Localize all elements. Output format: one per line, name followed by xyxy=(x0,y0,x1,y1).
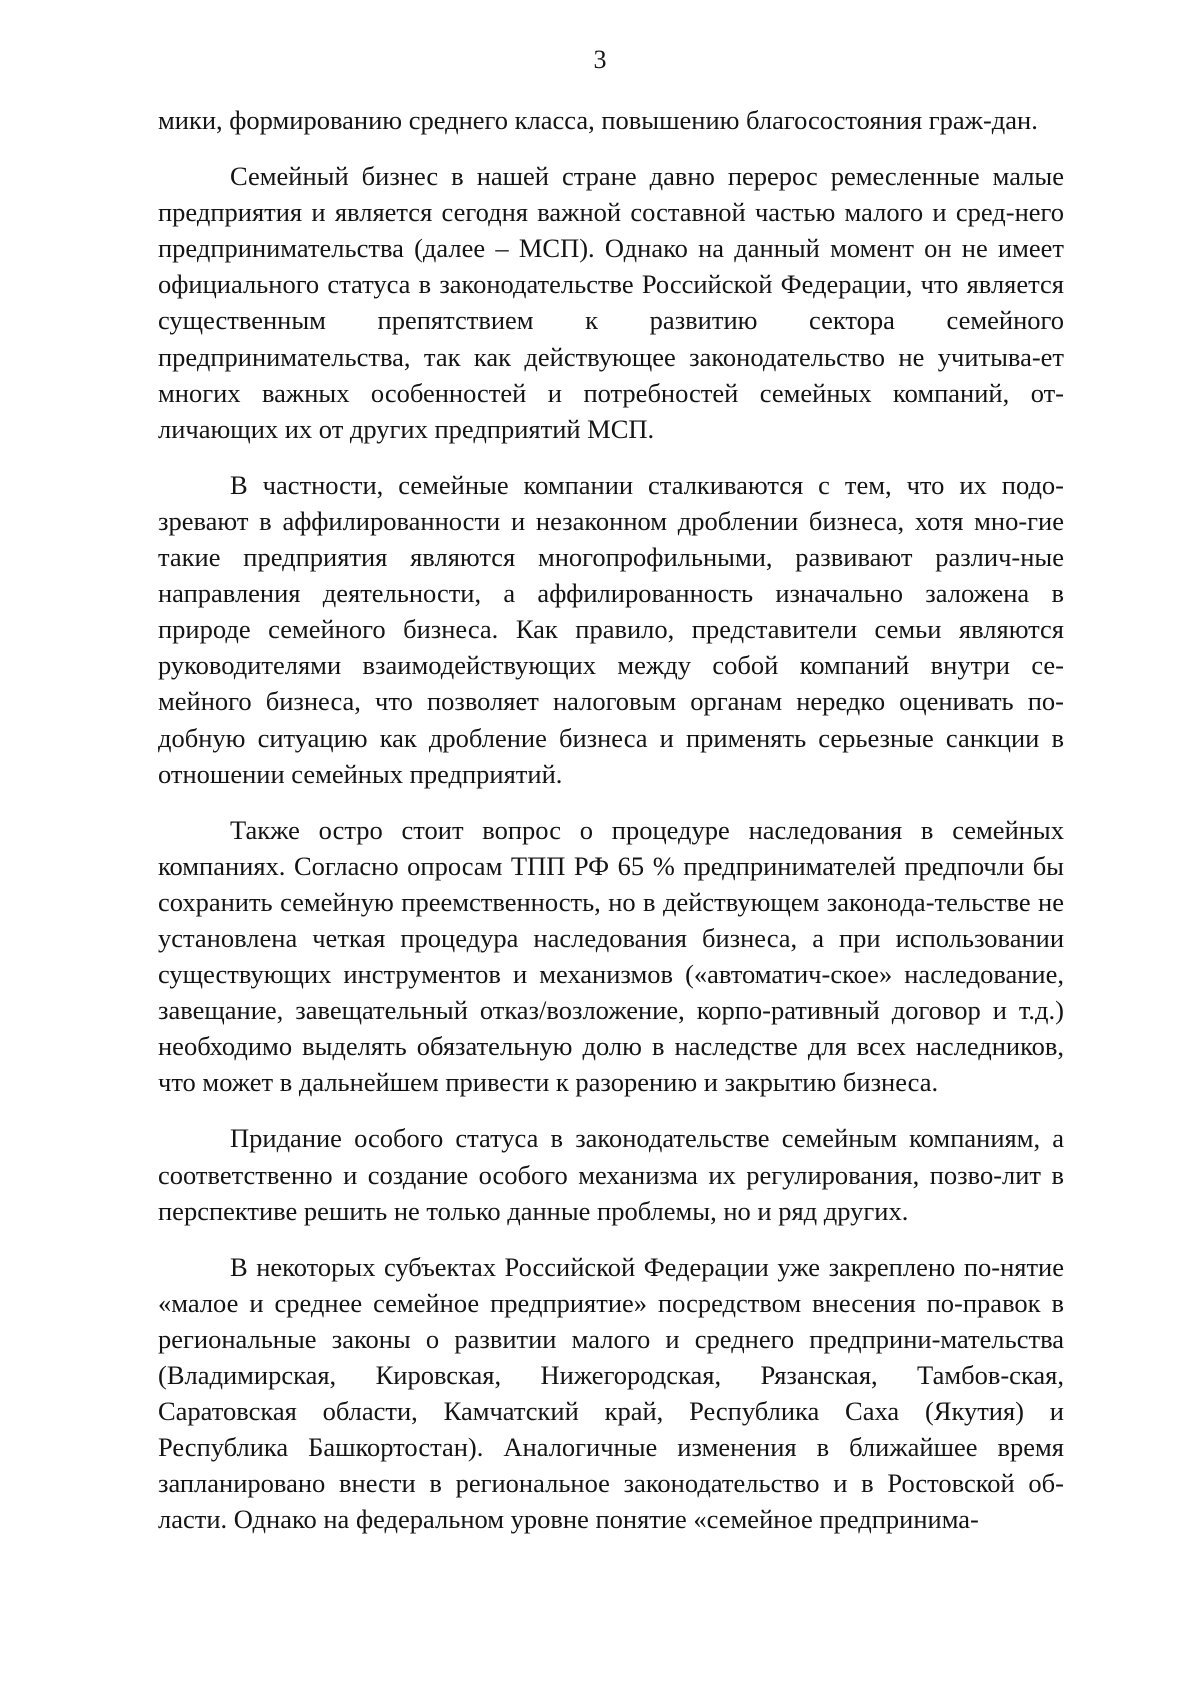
paragraph-regional-legislation: В некоторых субъектах Российской Федерации уже закреплено по-нятие «малое и среднее семейное предприятие» посредством внесения по-правок в региональные законы о развитии малого и среднего предприни-мательства (Владимирская, Кировская, Нижегородская, Рязанская, Тамбов-ская, Саратовская области, Камчатский край, Республика Саха (Якутия) и Республика Башкортостан). Аналогичные изменения в ближайшее время запланировано внести в региональное законодательство и в Ростовской об-ласти. Однако на федеральном уровне понятие «семейное предпринима- xyxy=(158,1251,1064,1535)
paragraph-inheritance-issues: Также остро стоит вопрос о процедуре наследования в семейных компаниях. Согласно опросам ТПП РФ 65 % предпринимателей предпочли бы сохранить семейную преемственность, но в действующем законода-тельстве не установлена четкая процедура наследования бизнеса, а при использовании существующих инструментов и механизмов («автоматич-ское» наследование, завещание, завещательный отказ/возложение, корпо-ративный договор и т.д.) необходимо выделять обязательную долю в наследстве для всех наследников, что может в дальнейшем привести к разорению и закрытию бизнеса. xyxy=(158,814,1064,1098)
page-number: 3 xyxy=(593,45,607,74)
paragraph-family-business-status: Семейный бизнес в нашей стране давно перерос ремесленные малые предприятия и является сегодня важной составной частью малого и сред-него предпринимательства (далее – МСП). Однако на данный момент он не имеет официального статуса в законодательстве Российской Федерации, что является существенным препятствием к развитию сектора семейного предпринимательства, так как действующее законодательство не учитыва-ет многих важных особенностей и потребностей семейных компаний, от-личающих их от других предприятий МСП. xyxy=(158,161,1064,444)
paragraph-special-status: Придание особого статуса в законодательстве семейным компаниям, а соответственно и создание особого механизма их регулирования, позво-лит в перспективе решить не только данные проблемы, но и ряд других. xyxy=(158,1123,1064,1226)
paragraph-affiliation-issues: В частности, семейные компании сталкиваются с тем, что их подо-зревают в аффилированности и незаконном дроблении бизнеса, хотя мно-гие такие предприятия являются многопрофильными, развивают различ-ные направления деятельности, а аффилированность изначально заложена в природе семейного бизнеса. Как правило, представители семьи являются руководителями взаимодействующих между собой компаний внутри се-мейного бизнеса, что позволяет налоговым органам нередко оценивать по-добную ситуацию как дробление бизнеса и применять серьезные санкции в отношении семейных предприятий. xyxy=(158,469,1064,789)
paragraph-continuation: мики, формированию среднего класса, повышению благосостояния граж-дан. xyxy=(158,105,1038,135)
document-body xyxy=(158,102,1064,1557)
